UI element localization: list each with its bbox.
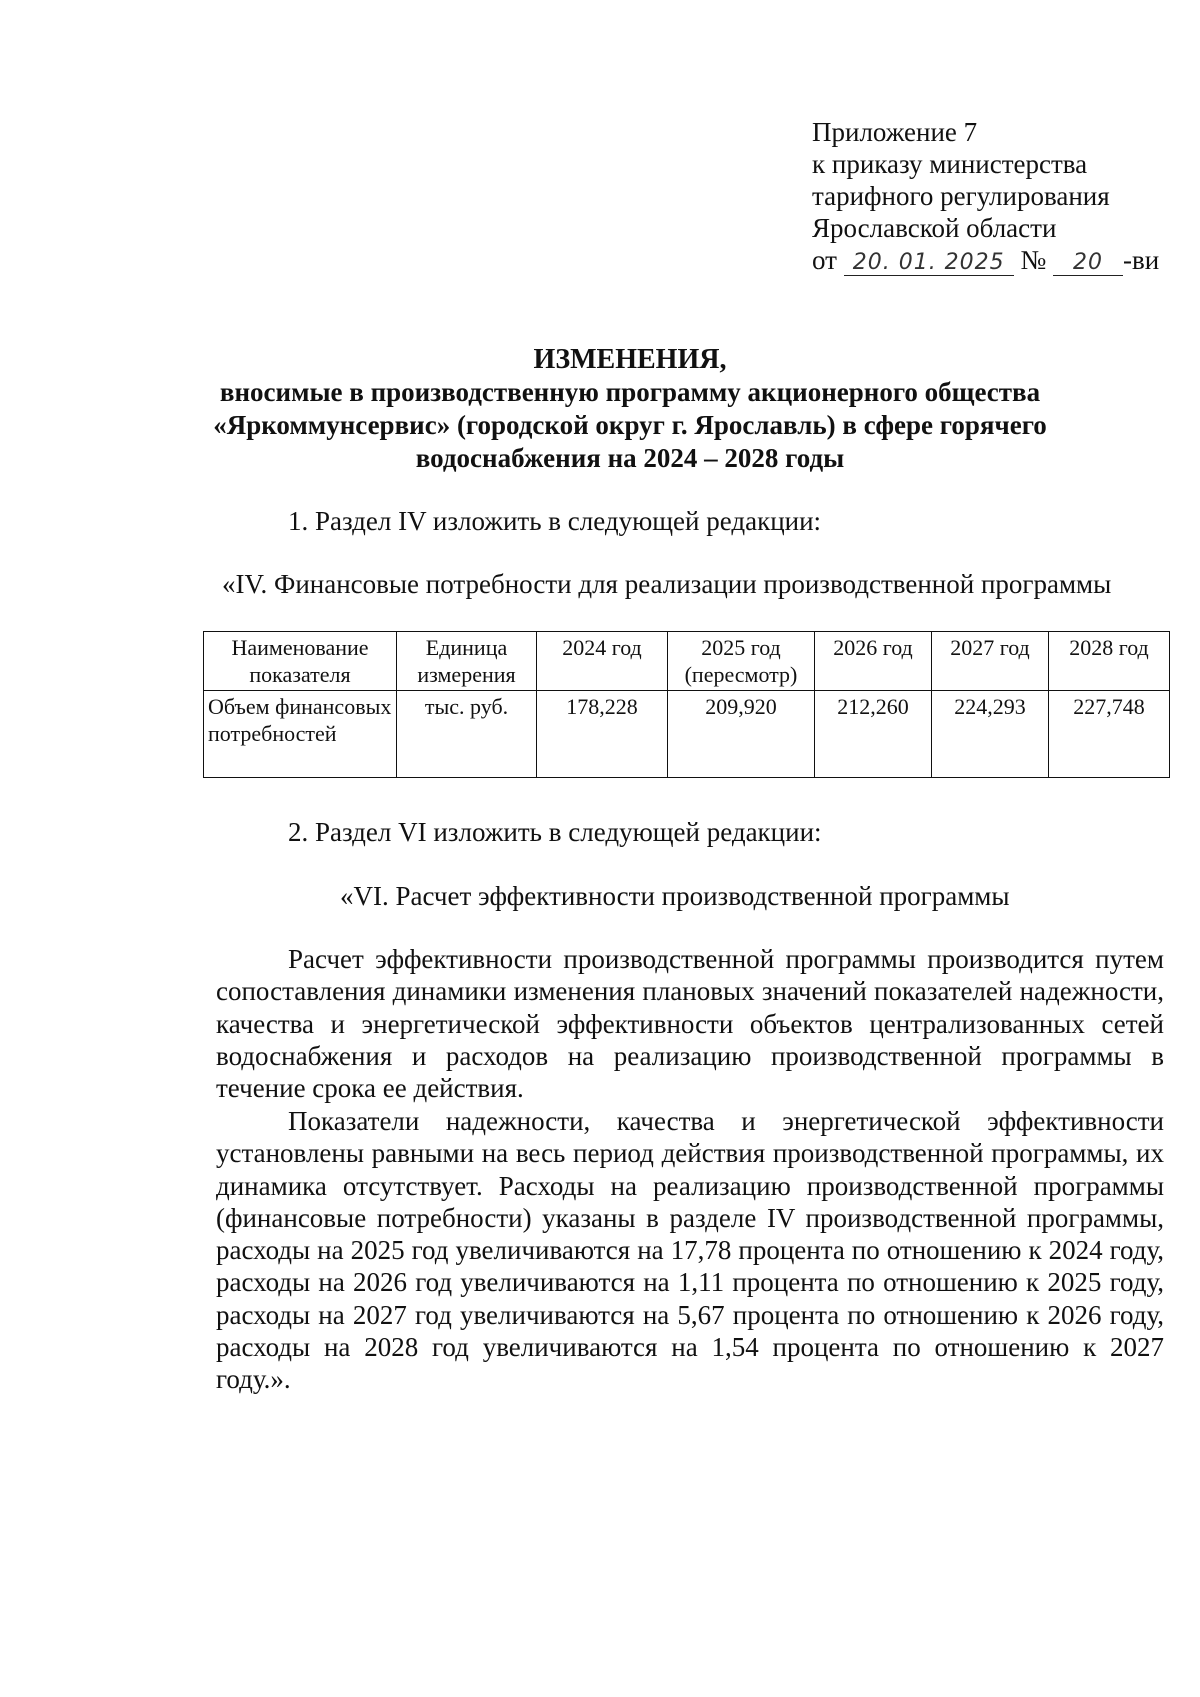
- header-cell: Единица измерения: [397, 632, 537, 691]
- item-2: 2. Раздел VI изложить в следующей редакции:: [288, 817, 822, 847]
- appendix-line-1: Приложение 7: [812, 117, 978, 147]
- table-cell: Объем финансовых потребностей: [204, 691, 397, 778]
- table-row: [204, 691, 1170, 778]
- title-line-1: вносимые в производственную программу акционерного общества: [219, 377, 1041, 407]
- header-cell: 2027 год: [932, 632, 1049, 691]
- title-main: ИЗМЕНЕНИЯ,: [533, 344, 727, 375]
- paragraph-1: Расчет эффективности производственной программы производится путем сопоставления динамики изменения плановых значений показателей надежности, качества и энергетической эффективности объектов централизованных сетей водоснабжения и расходов на реализацию производственной программы в течение срока ее действия.: [216, 944, 1164, 1104]
- date-prefix: от: [812, 245, 837, 275]
- appendix-block: [812, 116, 1172, 276]
- header-cell: 2025 год (пересмотр): [668, 632, 815, 691]
- title-line-3: водоснабжения на 2024 – 2028 годы: [415, 443, 845, 473]
- paragraph-2: Показатели надежности, качества и энергетической эффективности установлены равными на весь период действия производственной программы, их динамика отсутствует. Расходы на реализацию производственной программы (финансовые потребности) указаны в разделе IV производственной программы, расходы на 2025 год увеличиваются на 17,78 процента по отношению к 2024 году, расходы на 2026 год увеличиваются на 1,11 процента по отношению к 2025 году, расходы на 2027 год увеличиваются на 5,67 процента по отношению к 2026 году, расходы на 2028 год увеличиваются на 1,54 процента по отношению к 2027 году.».: [216, 1106, 1164, 1395]
- table-cell: 212,260: [815, 691, 932, 778]
- handwritten-date: 20. 01. 2025: [844, 251, 1014, 276]
- table-cell: 224,293: [932, 691, 1049, 778]
- header-cell: 2026 год: [815, 632, 932, 691]
- handwritten-number: 20: [1053, 251, 1123, 276]
- table-cell: 209,920: [668, 691, 815, 778]
- number-suffix: -ви: [1122, 245, 1160, 275]
- header-cell: 2024 год: [537, 632, 668, 691]
- table-cell: тыс. руб.: [397, 691, 537, 778]
- table-header-row: [204, 632, 1170, 691]
- table-cell: 227,748: [1049, 691, 1170, 778]
- number-sign: №: [1020, 245, 1047, 275]
- appendix-line-2: к приказу министерства: [812, 149, 1088, 179]
- header-cell: 2028 год: [1049, 632, 1170, 691]
- document-title: [140, 343, 1120, 475]
- section-vi-heading: «VI. Расчет эффективности производственной программы: [340, 881, 1010, 911]
- item-1: 1. Раздел IV изложить в следующей редакции:: [288, 506, 822, 536]
- section-iv-heading: «IV. Финансовые потребности для реализации производственной программы: [222, 569, 1112, 599]
- header-cell: Наименование показателя: [204, 632, 397, 691]
- appendix-date-line: [812, 244, 1172, 276]
- appendix-line-3: тарифного регулирования: [812, 181, 1110, 211]
- appendix-line-4: Ярославской области: [812, 213, 1057, 243]
- financial-needs-table: [203, 631, 1170, 778]
- title-line-2: «Яркоммунсервис» (городской округ г. Ярославль) в сфере горячего: [213, 410, 1047, 440]
- table-cell: 178,228: [537, 691, 668, 778]
